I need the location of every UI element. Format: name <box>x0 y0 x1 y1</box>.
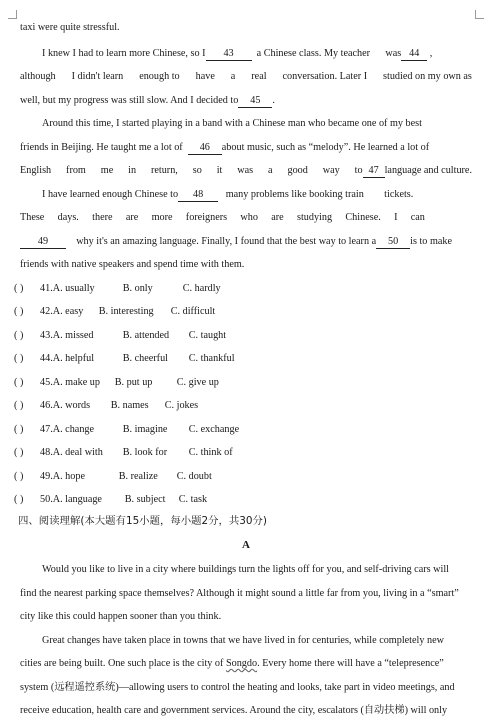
answer-slot[interactable]: ( ) <box>14 424 24 435</box>
p1-line1: I knew I had to learn more Chinese, so I 43 a Chinese class. My teacher was 44 , <box>42 48 433 59</box>
p3-line1: I have learned enough Chinese to 48 many problems like booking train tickets. <box>42 189 414 200</box>
pb-line1: Great changes have taken place in towns that we have lived in for centuries, while completely new <box>42 635 444 646</box>
section-title: 四、阅读理解(本大题有15小题，每小题2分，共30分) <box>18 515 267 527</box>
pb-line2: cities are being built. One such place is the city of Songdo. Every home there will have a “telepresence” <box>20 658 444 669</box>
answer-slot[interactable]: ( ) <box>14 283 24 294</box>
pb-line3: system (远程遥控系统)—allowing users to control the heating and looks, take part in video meetings, and <box>20 682 455 693</box>
answer-slot[interactable]: ( ) <box>14 353 24 364</box>
passage-letter: A <box>242 539 250 551</box>
p2-line3: English from me in return, so it was a good way to 47 language and culture. <box>20 165 472 176</box>
pa-line2: find the nearest parking space themselves? Although it might sound a little far from you, living in a “smart” <box>20 588 459 599</box>
p3-line2: These days. there are more foreigners who are studying Chinese. I can <box>20 212 425 223</box>
page-corner-mark-left <box>8 10 17 19</box>
question-42: ( ) 42.A. easy B. interesting C. difficult <box>14 306 216 317</box>
blank-49[interactable]: 49 <box>20 236 66 249</box>
blank-46[interactable]: 46 <box>188 142 222 155</box>
blank-43[interactable]: 43 <box>206 48 252 61</box>
pa-line3: city like this could happen sooner than you think. <box>20 611 222 622</box>
p3-line3: 49 why it's an amazing language. Finally, I found that the best way to learn a 50 is to make <box>20 235 472 249</box>
answer-slot[interactable]: ( ) <box>14 377 24 388</box>
question-50: ( ) 50.A. language B. subject C. task <box>14 494 208 505</box>
question-44: ( ) 44.A. helpful B. cheerful C. thankful <box>14 353 235 364</box>
question-41: ( ) 41.A. usually B. only C. hardly <box>14 283 221 294</box>
question-46: ( ) 46.A. words B. names C. jokes <box>14 400 199 411</box>
intro-fragment: taxi were quite stressful. <box>20 22 120 33</box>
p2-line1: Around this time, I started playing in a band with a Chinese man who became one of my best <box>42 118 422 129</box>
p2-line2: friends in Beijing. He taught me a lot of 46 about music, such as “melody”. He learned a lot of <box>20 142 430 153</box>
answer-slot[interactable]: ( ) <box>14 494 24 505</box>
question-47: ( ) 47.A. change B. imagine C. exchange <box>14 424 240 435</box>
p3-line4: friends with native speakers and spend time with them. <box>20 259 245 270</box>
blank-47[interactable]: 47 <box>363 165 385 178</box>
question-43: ( ) 43.A. missed B. attended C. taught <box>14 330 227 341</box>
answer-slot[interactable]: ( ) <box>14 447 24 458</box>
pb-line4: receive education, health care and government services. Around the city, escalators (自动扶梯) will only <box>20 705 448 716</box>
pa-line1: Would you like to live in a city where buildings turn the lights off for you, and self-driving cars will <box>42 564 449 575</box>
city-name: Songdo <box>225 658 258 669</box>
answer-slot[interactable]: ( ) <box>14 306 24 317</box>
answer-slot[interactable]: ( ) <box>14 330 24 341</box>
question-49: ( ) 49.A. hope B. realize C. doubt <box>14 471 212 482</box>
answer-slot[interactable]: ( ) <box>14 471 24 482</box>
blank-44[interactable]: 44 <box>401 48 427 61</box>
page-corner-mark-right <box>475 10 484 19</box>
blank-48[interactable]: 48 <box>178 189 218 202</box>
question-45: ( ) 45.A. make up B. put up C. give up <box>14 377 219 388</box>
p1-line2: although I didn't learn enough to have a real conversation. Later I studied on my own as <box>20 71 472 82</box>
blank-50[interactable]: 50 <box>376 236 410 249</box>
blank-45[interactable]: 45 <box>238 95 272 108</box>
p1-line3: well, but my progress was still slow. And I decided to 45 . <box>20 95 275 106</box>
question-48: ( ) 48.A. deal with B. look for C. think of <box>14 447 233 458</box>
answer-slot[interactable]: ( ) <box>14 400 24 411</box>
